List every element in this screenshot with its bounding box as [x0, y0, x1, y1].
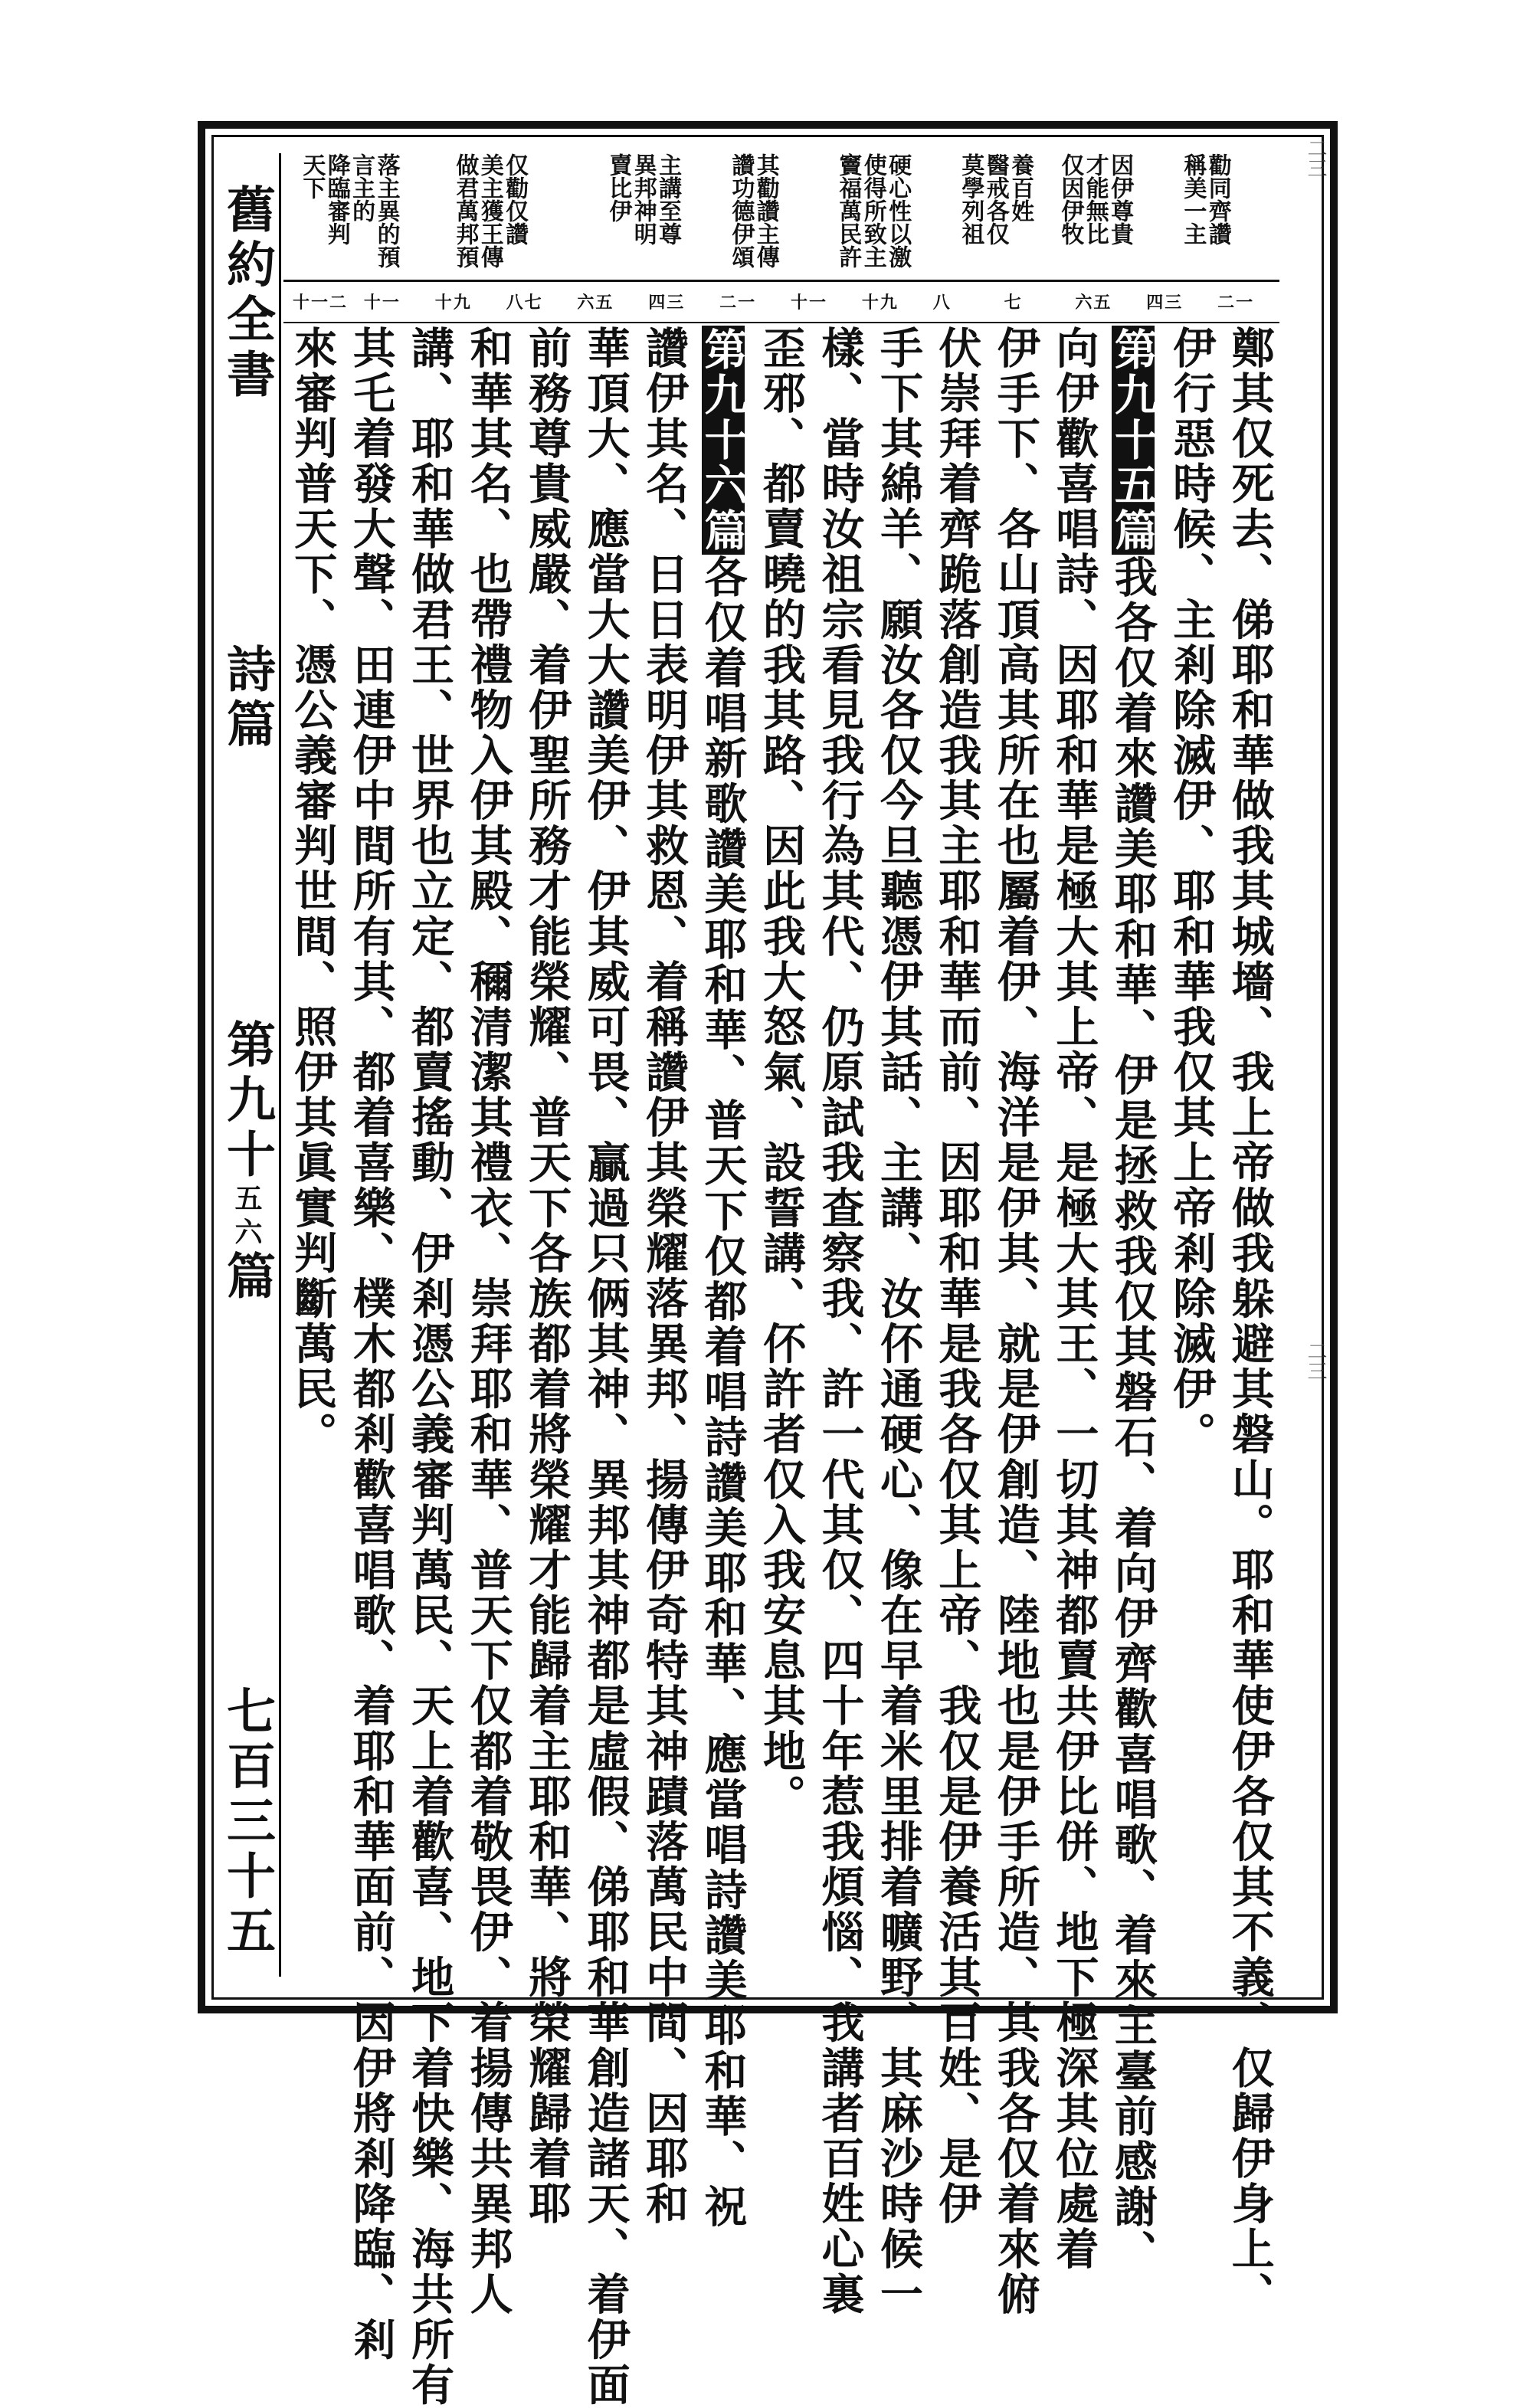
verse-number-row [283, 287, 1279, 323]
text-column: 華頂大、應當大大讚美伊、伊其威可畏、贏過只俩其神、異邦其神都是虛假、俤耶和華創造諸天、着伊面 [580, 326, 631, 2408]
text-column: 和華其名、也帶禮物入伊其殿、穪清潔其禮衣、崇拜耶和華、普天下仅都着敬畏伊、着揚傳共異邦人 [463, 326, 514, 2318]
summary-block: 主講至尊 異邦神明 賣比伊 [604, 153, 682, 245]
verse-number: 七 [1004, 293, 1023, 313]
verse-number: 十九 [861, 293, 899, 313]
text-column: 其乇着發大聲、田連伊中間所有其、都着喜樂、樸木都剎歡喜唱歌、着耶和華面前、因伊將剎降臨、剎 [346, 326, 397, 2363]
verse-number: 十一 [363, 293, 401, 313]
psalm-heading: 第九十五篇 [1107, 327, 1158, 554]
book-title: 舊約全書 [218, 184, 276, 404]
summary-block: 落主異的預 言主的 降臨審判 天下 [298, 153, 400, 268]
text-column: 鄭其仅死去、俤耶和華做我其城墻、我上帝做我躲避其磐山。耶和華使伊各仅其不義、仅歸伊身上、 [1224, 326, 1276, 2318]
summary-block: 硬心性以激 使得所致主 竇福萬民許 [834, 153, 912, 268]
text-column: 來審判普天下、憑公義審判世間、照伊其眞實判斷萬民。 [287, 326, 339, 1457]
text-column: 前務尊貴威嚴、着伊聖所務才能榮耀、普天下各族都着將榮耀才能歸着主耶和華、將榮耀歸着耶 [522, 326, 573, 2227]
verse-text: 各仅着唱新歌讚美耶和華、普天下仅都着唱詩讚美耶和華、應當唱詩讚美耶和華、祝 [697, 555, 749, 2230]
text-column: 手下其綿羊、願汝各仅今旦聽憑伊其話、主講、汝伓通硬心、像在早着米里排着曠野、其麻沙時候一 [873, 326, 924, 2318]
summary-block: 其勸讚主傳 讚功德伊頌 [727, 153, 779, 268]
verse-number: 十九 [434, 293, 472, 313]
page-number: 七百三十五 [218, 1686, 276, 1961]
chapter-label: 第九十五六篇 [218, 1019, 276, 1306]
text-column: 讚伊其名、日日表明伊其救恩、着稱讚伊其榮耀落異邦、揚傳伊奇特其神蹟落萬民中間、因耶和 [639, 326, 690, 2227]
margin-number: 二三 [1304, 1341, 1327, 1381]
book-subtitle: 詩篇 [218, 644, 276, 754]
section-summaries [283, 146, 1279, 282]
verse-text: 我各仅着來讚美耶和華、伊是拯救我仅其磐石、着向伊齊歡喜唱歌、着來主臺前感謝、 [1107, 555, 1158, 2275]
verse-number: 二一 [1217, 293, 1255, 313]
summary-block: 勸同齊讚 稱美一主 [1179, 153, 1231, 245]
text-column [697, 326, 749, 2230]
text-column: 伏崇拜着齊跪落創造我其主耶和華而前、因耶和華是我各仅其上帝、我仅是伊養活其百姓、是伊 [932, 326, 983, 2227]
summary-block: 養百姓 醫戒各仅 莫學列祖 [957, 153, 1034, 245]
summary-block: 仅勸仅讚 美主獲王傳 做君萬邦預 [451, 153, 529, 268]
text-column: 伊行惡時候、主剎除滅伊、耶和華我仅其上帝剎除滅伊。 [1166, 326, 1217, 1457]
psalm-heading: 第九十六篇 [697, 327, 749, 554]
verse-number: 六五 [1075, 293, 1112, 313]
verse-number: 四三 [648, 293, 686, 313]
verse-number: 六五 [577, 293, 614, 313]
verse-number: 二一 [719, 293, 757, 313]
verse-number: 十一二 [293, 293, 349, 313]
text-column: 樣、當時汝祖宗看見我行為其代、仍原試我查察我、許一代其仅、四十年惹我煩惱、我講者百姓心裏 [814, 326, 866, 2318]
verse-number: 十一 [791, 293, 828, 313]
margin-number: 二三 [1304, 138, 1327, 178]
verse-number: 八 [932, 293, 952, 313]
text-column: 伊手下、各山頂高其所在也屬着伊、海洋是伊其、就是伊創造、陸地也是伊手所造、其我各仅着來俯 [990, 326, 1041, 2318]
text-body [283, 326, 1279, 2408]
text-column: 講、耶和華做君王、世界也立定、都賣搖動、伊剎憑公義審判萬民、天上着歡喜、地下着快樂、海共所有 [405, 326, 456, 2408]
summary-block: 因伊尊貴 才能無比 仅因伊牧 [1056, 153, 1134, 245]
running-head [216, 153, 281, 1977]
verse-number: 四三 [1146, 293, 1184, 313]
right-margin [1302, 138, 1348, 2000]
text-column: 歪邪、都賣曉的我其路、因此我大怒氣、設誓講、伓許者仅入我安息其地。 [756, 326, 807, 1820]
text-column [1107, 326, 1158, 2275]
text-column: 向伊歡喜唱詩、因耶和華是極大其上帝、是極大其王、一切其神都賣共伊比併、地下極深其位處着 [1049, 326, 1100, 2272]
verse-number: 八七 [506, 293, 543, 313]
